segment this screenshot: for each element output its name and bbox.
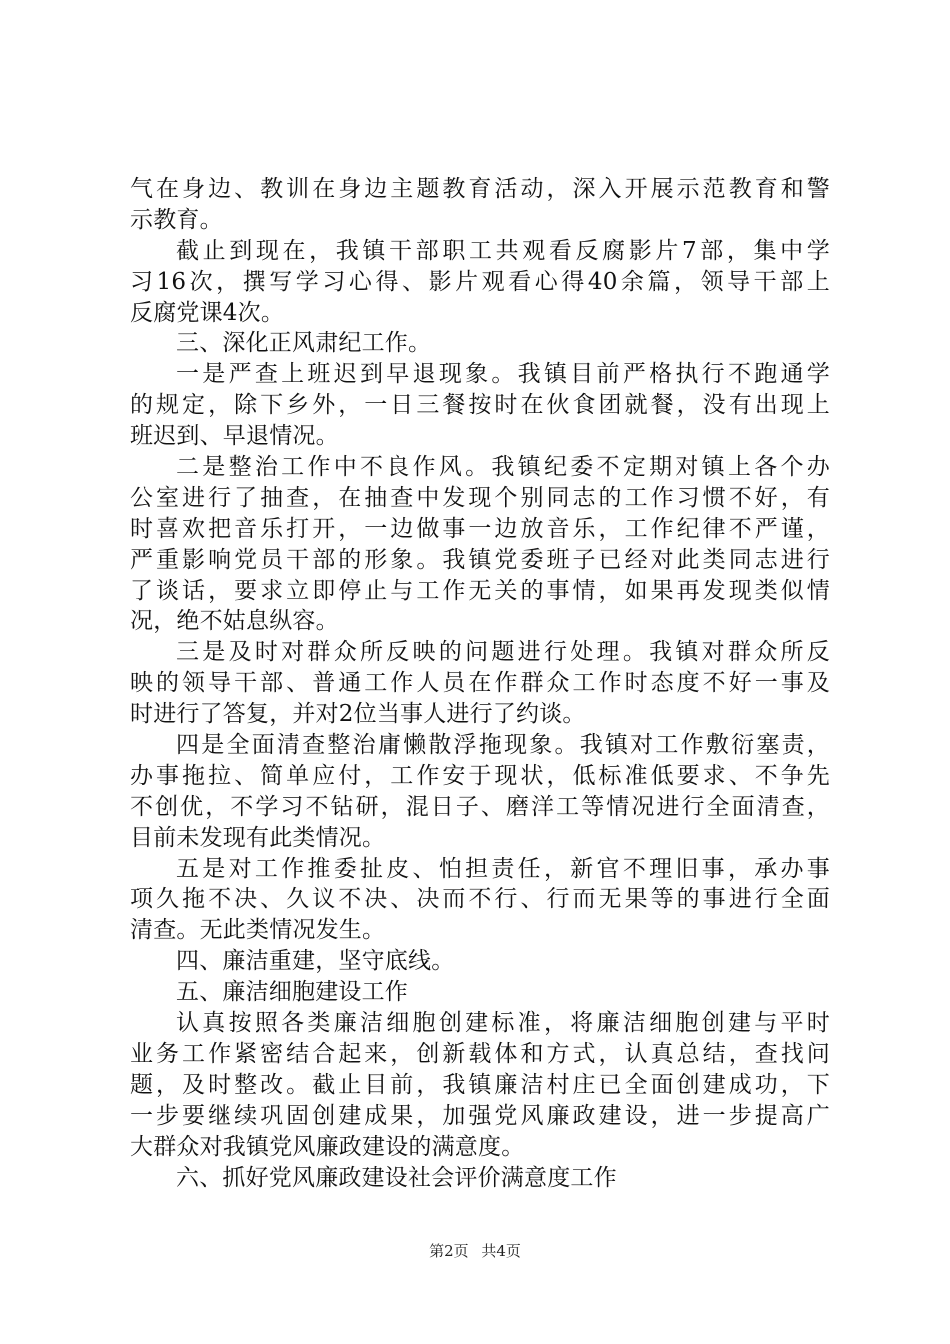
text-line: 习16次，撰写学习心得、影片观看心得40余篇，领导干部上 [130, 268, 830, 295]
text-line: 认真按照各类廉洁细胞创建标准，将廉洁细胞创建与平时 [176, 1010, 830, 1037]
text-line: 气在身边、教训在身边主题教育活动，深入开展示范教育和警 [130, 176, 830, 202]
page-number: 第2页 [429, 1242, 469, 1260]
text-line: 示教育。 [130, 206, 223, 233]
text-line: 业务工作紧密结合起来，创新载体和方式，认真总结，查找问 [130, 1040, 830, 1067]
text-line: 截止到现在，我镇干部职工共观看反腐影片7部，集中学 [176, 237, 830, 264]
section-heading: 六、抓好党风廉政建设社会评价满意度工作 [176, 1164, 617, 1191]
page-footer [0, 1240, 950, 1261]
text-line: 公室进行了抽查，在抽查中发现个别同志的工作习惯不好，有 [130, 484, 830, 511]
text-line: 时进行了答复，并对2位当事人进行了约谈。 [130, 701, 586, 728]
text-line: 大群众对我镇党风廉政建设的满意度。 [130, 1133, 525, 1160]
text-line: 一步要继续巩固创建成果，加强党风廉政建设，进一步提高广 [130, 1102, 830, 1129]
text-line: 二是整治工作中不良作风。我镇纪委不定期对镇上各个办 [176, 454, 830, 481]
text-line: 了谈话，要求立即停止与工作无关的事情，如果再发现类似情 [130, 577, 830, 604]
text-line: 时喜欢把音乐打开，一边做事一边放音乐，工作纪律不严谨， [130, 515, 830, 542]
text-line: 清查。无此类情况发生。 [130, 917, 386, 944]
section-heading: 五、廉洁细胞建设工作 [176, 979, 408, 1006]
section-heading: 三、深化正风肃纪工作。 [176, 330, 432, 357]
text-line: 项久拖不决、久议不决、决而不行、行而无果等的事进行全面 [130, 886, 830, 913]
text-line: 映的领导干部、普通工作人员在作群众工作时态度不好一事及 [130, 670, 830, 697]
text-line: 严重影响党员干部的形象。我镇党委班子已经对此类同志进行 [130, 546, 830, 573]
text-line: 三是及时对群众所反映的问题进行处理。我镇对群众所反 [176, 639, 830, 666]
section-heading: 四、廉洁重建，坚守底线。 [176, 948, 455, 975]
text-line: 一是严查上班迟到早退现象。我镇目前严格执行不跑通学 [176, 361, 830, 388]
text-line: 办事拖拉、简单应付，工作安于现状，低标准低要求、不争先 [130, 762, 830, 789]
text-line: 况，绝不姑息纵容。 [130, 608, 339, 635]
text-line: 目前未发现有此类情况。 [130, 824, 386, 851]
text-line: 四是全面清查整治庸懒散浮拖现象。我镇对工作敷衍塞责， [176, 732, 830, 759]
text-line: 的规定，除下乡外，一日三餐按时在伙食团就餐，没有出现上 [130, 392, 830, 419]
text-line: 不创优，不学习不钻研，混日子、磨洋工等情况进行全面清查， [130, 793, 830, 820]
text-line: 班迟到、早退情况。 [130, 423, 339, 450]
text-line: 五是对工作推委扯皮、怕担责任，新官不理旧事，承办事 [176, 855, 830, 882]
text-line: 题，及时整改。截止目前，我镇廉洁村庄已全面创建成功，下 [130, 1071, 830, 1098]
page-total: 共4页 [481, 1242, 521, 1260]
text-line: 反腐党课4次。 [130, 299, 285, 326]
document-body [130, 174, 830, 1193]
